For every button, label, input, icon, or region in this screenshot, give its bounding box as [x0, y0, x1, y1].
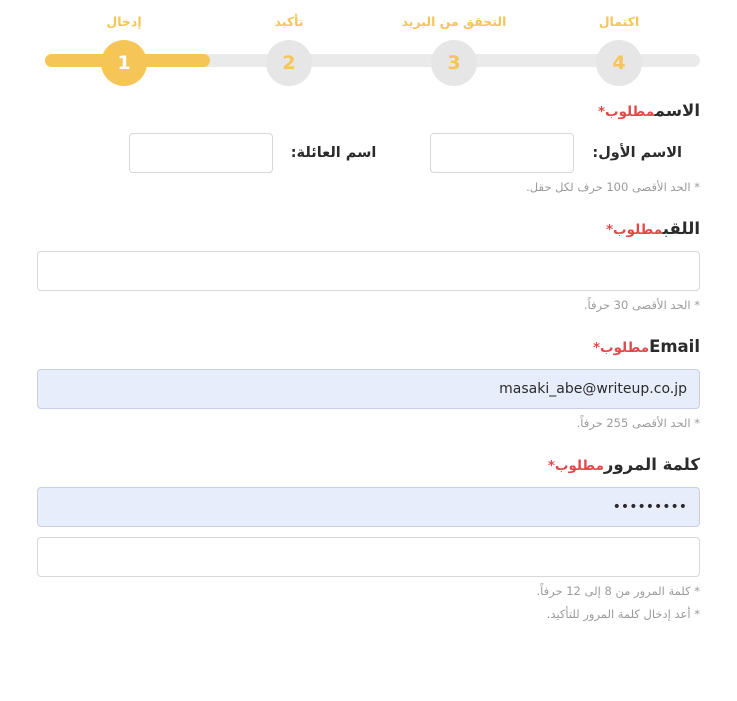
stepper-step-3-circle: 3: [431, 40, 477, 86]
password-confirm-input[interactable]: [37, 537, 700, 577]
password-confirm-hint: * أعد إدخال كلمة المرور للتأكيد.: [546, 607, 700, 621]
password-length-hint: * كلمة المرور من 8 إلى 12 حرفاً.: [536, 584, 700, 598]
spacer-after-nickname: [37, 314, 700, 336]
name-inputs-row: [37, 133, 700, 173]
password-input[interactable]: [37, 487, 700, 527]
family-name-group: [129, 133, 395, 173]
stepper-step-2-circle: 2: [266, 40, 312, 86]
family-name-label: اسم العائلة:: [290, 145, 377, 161]
stepper-step-1-label: إدخال: [106, 14, 142, 29]
email-input-wrap: [37, 369, 700, 409]
nickname-input-wrap: [37, 251, 700, 291]
nickname-section-label: [37, 218, 700, 241]
section-email: [37, 336, 700, 432]
stepper-step-2[interactable]: [234, 14, 344, 86]
stepper-step-4-circle: 4: [596, 40, 642, 86]
first-name-input[interactable]: [430, 133, 574, 173]
stepper-step-3[interactable]: [399, 14, 509, 86]
first-name-group: [430, 133, 700, 173]
spacer-after-name: [37, 196, 700, 218]
password-input-wrap: [37, 487, 700, 527]
registration-form: [0, 100, 737, 623]
password-label-text: كلمة المرور: [603, 455, 700, 474]
progress-stepper: [0, 0, 737, 100]
stepper-step-3-label: التحقق من البريد: [401, 14, 507, 29]
password-confirm-input-wrap: [37, 537, 700, 577]
stepper-step-1-circle: 1: [101, 40, 147, 86]
email-input[interactable]: [37, 369, 700, 409]
email-section-label: [37, 336, 700, 359]
section-nickname: [37, 218, 700, 314]
email-label-text: Email: [649, 337, 700, 356]
email-required-marker: مطلوب*: [592, 340, 650, 356]
nickname-label-text: اللقب: [662, 219, 700, 238]
family-name-input[interactable]: [129, 133, 273, 173]
nickname-required-marker: مطلوب*: [605, 222, 663, 238]
email-hint: * الحد الأقصى 255 حرفاً.: [576, 416, 700, 430]
stepper-step-4[interactable]: [564, 14, 674, 86]
nickname-hint: * الحد الأقصى 30 حرفاً.: [583, 298, 700, 312]
name-section-label: [37, 100, 700, 123]
section-name: [37, 100, 700, 196]
section-password: [37, 454, 700, 623]
name-label-text: الاسم: [654, 101, 700, 120]
password-section-label: [37, 454, 700, 477]
nickname-input[interactable]: [37, 251, 700, 291]
stepper-step-1[interactable]: [69, 14, 179, 86]
password-required-marker: مطلوب*: [547, 458, 604, 474]
name-required-marker: مطلوب*: [597, 104, 655, 120]
spacer-after-email: [37, 432, 700, 454]
stepper-step-2-label: تأكيد: [274, 14, 304, 29]
name-hint: * الحد الأقصى 100 حرف لكل حقل.: [526, 180, 700, 194]
first-name-label: الاسم الأول:: [592, 145, 682, 161]
stepper-step-4-label: اكتمال: [598, 14, 640, 29]
